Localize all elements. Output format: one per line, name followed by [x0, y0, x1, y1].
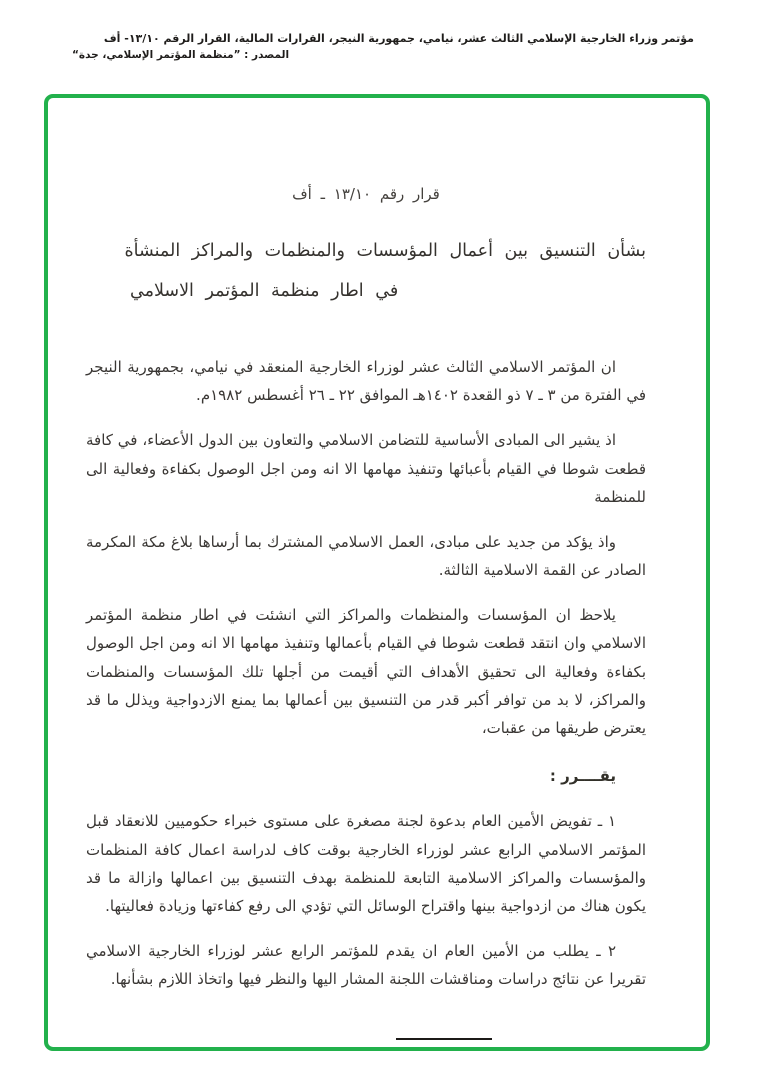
- resolution-number: قرار رقم ١٣/١٠ ـ أف: [292, 185, 440, 203]
- preamble-paragraph-2: اذ يشير الى المبادى الأساسية للتضامن الاسلامي والتعاون بين الدول الأعضاء، في كافة قطعت شوطا في القيام بأعبائها وتنفيذ مهامها الا انه ومن اجل الوصول بكفاءة وفعالية الى للمنظمة: [86, 431, 646, 506]
- title-line-1: بشأن التنسيق بين أعمال المؤسسات والمنظمات والمراكز المنشأة: [124, 241, 646, 262]
- title-line-2: في اطار منظمة المؤتمر الاسلامي: [130, 280, 399, 301]
- document-title: [86, 232, 646, 311]
- citation-line-1: مؤتمر وزراء الخارجية الإسلامي الثالث عشر، نيامي، جمهورية النيجر، القرارات المالية، القرار الرقم ١٣/١٠- أف: [103, 32, 694, 45]
- document-content: [48, 98, 706, 1047]
- document-frame: [44, 94, 710, 1051]
- decides-heading: يقــــرر :: [549, 767, 616, 786]
- citation-line-2: المصدر : ”منظمة المؤتمر الإسلامي، جدة“: [72, 49, 290, 61]
- operative-item-1: ١ ـ تفويض الأمين العام بدعوة لجنة مصغرة على مستوى خبراء حكوميين للانعقاد قبل المؤتمر الاسلامي الرابع عشر لوزراء الخارجية بوقت كاف لدراسة اعمال كافة المنظمات والمؤسسات والمراكز الاسلامية التابعة للمنظمة بهدف التنسيق بين اعمالها وازالة ما قد يكون هناك من ازدواجية بينها واقتراح الوسائل التي تؤدي الى رفع كفاءتها وزيادة فعاليتها.: [86, 812, 646, 915]
- preamble-paragraph-3: واذ يؤكد من جديد على مبادى، العمل الاسلامي المشترك بما أرساها بلاغ مكة المكرمة الصادر عن القمة الاسلامية الثالثة.: [86, 532, 646, 580]
- operative-item-2: ٢ ـ يطلب من الأمين العام ان يقدم للمؤتمر الرابع عشر لوزراء الخارجية الاسلامي تقريرا عن نتائج دراسات ومناقشات اللجنة المشار اليها والنظر فيها واتخاذ اللازم بشأنها.: [86, 942, 646, 989]
- preamble-paragraph-4: يلاحظ ان المؤسسات والمنظمات والمراكز التي انشئت في اطار منظمة المؤتمر الاسلامي وان انتقد قطعت شوطا في القيام بأعمالها وتنفيذ مهامها الا انه ومن اجل الوصول بكفاءة وفعالية الى تحقيق الأهداف التي أقيمت من أجلها تلك المؤسسات والمنظمات والمراكز، لا بد من توافر أكبر قدر من التنسيق بين أعمالها بما يمنع الازدواجية ويذلل ما قد يعترض طريقها من عقبات،: [86, 606, 646, 737]
- citation-header: [72, 32, 694, 61]
- end-rule: [396, 1038, 492, 1040]
- preamble-paragraph-1: ان المؤتمر الاسلامي الثالث عشر لوزراء الخارجية المنعقد في نيامي، بجمهورية النيجر في الفترة من ٣ ـ ٧ ذو القعدة ١٤٠٢هـ الموافق ٢٢ ـ ٢٦ أغسطس ١٩٨٢م.: [86, 357, 646, 405]
